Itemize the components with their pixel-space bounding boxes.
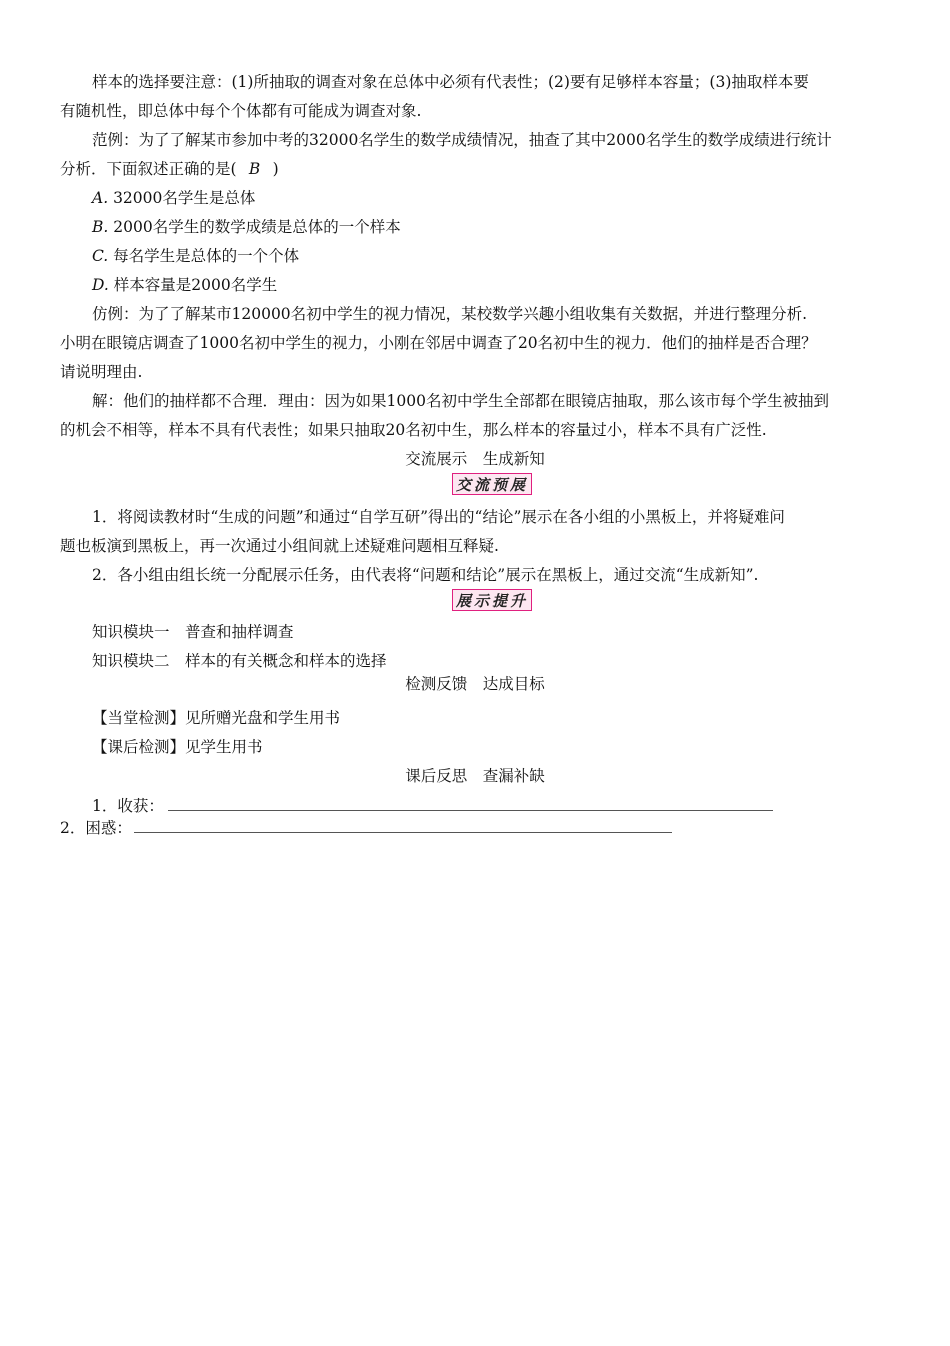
exchange-section-title: 交流展示 生成新知 [405, 450, 545, 468]
example-answer: B [248, 160, 261, 178]
exchange-badge [452, 473, 532, 495]
after-class-test: 【课后检测】见学生用书 [92, 738, 263, 756]
gain-label: 1．收获： [92, 797, 164, 815]
class-test: 【当堂检测】见所赠光盘和学生用书 [92, 709, 341, 727]
example-paren-close: ) [272, 160, 279, 178]
option-b [92, 217, 401, 237]
test-section-title: 检测反馈 达成目标 [405, 675, 545, 693]
imitation-line-3: 请说明理由. [60, 363, 143, 381]
note-line-2: 有随机性，即总体中每个个体都有可能成为调查对象. [60, 102, 422, 120]
option-text: 样本容量是2000名学生 [113, 276, 278, 294]
note-line-1: 样本的选择要注意：(1)所抽取的调查对象在总体中必须有代表性；(2)要有足够样本容量；(3)抽取样本要 [92, 73, 809, 91]
option-letter: D. [92, 276, 109, 294]
option-d [92, 275, 277, 295]
show-badge-label: 展示提升 [455, 591, 528, 610]
knowledge-module-2: 知识模块二 样本的有关概念和样本的选择 [92, 652, 387, 670]
exchange-item-2: 2．各小组由组长统一分配展示任务，由代表将“问题和结论”展示在黑板上，通过交流“生成新知”. [92, 566, 759, 584]
reflect-section-title: 课后反思 查漏补缺 [405, 767, 545, 785]
option-text: 每名学生是总体的一个个体 [113, 247, 300, 265]
option-letter: B. [92, 218, 109, 236]
exchange-badge-label: 交流预展 [455, 475, 528, 494]
option-a [92, 188, 255, 208]
show-badge [452, 589, 532, 611]
option-letter: C. [92, 247, 109, 265]
confusion-label: 2．困惑： [60, 819, 132, 837]
imitation-line-2: 小明在眼镜店调查了1000名初中学生的视力，小刚在邻居中调查了20名初中生的视力．他们的抽样是否合理？ [60, 334, 817, 352]
example-question: 分析．下面叙述正确的是( [60, 160, 237, 178]
exchange-item-1-line-1: 1．将阅读教材时“生成的问题”和通过“自学互研”得出的“结论”展示在各小组的小黑板上，并将疑难问 [92, 508, 785, 526]
confusion-blank-line[interactable] [134, 832, 672, 833]
imitation-line-1: 仿例：为了了解某市120000名初中学生的视力情况，某校数学兴趣小组收集有关数据，并进行整理分析. [92, 305, 808, 323]
example-line-1: 范例：为了了解某市参加中考的32000名学生的数学成绩情况，抽查了其中2000名学生的数学成绩进行统计 [92, 131, 832, 149]
option-text: 2000名学生的数学成绩是总体的一个样本 [113, 218, 401, 236]
exchange-item-1-line-2: 题也板演到黑板上，再一次通过小组间就上述疑难问题相互释疑. [60, 537, 499, 555]
solution-line-2: 的机会不相等，样本不具有代表性；如果只抽取20名初中生，那么样本的容量过小，样本不具有广泛性. [60, 421, 767, 439]
solution-line-1: 解：他们的抽样都不合理．理由：因为如果1000名初中学生全部都在眼镜店抽取，那么该市每个学生被抽到 [92, 392, 829, 410]
option-letter: A. [92, 189, 109, 207]
option-c [92, 246, 299, 266]
gain-blank-line[interactable] [168, 810, 773, 811]
option-text: 32000名学生是总体 [113, 189, 256, 207]
knowledge-module-1: 知识模块一 普查和抽样调查 [92, 623, 294, 641]
example-line-2 [60, 159, 279, 179]
